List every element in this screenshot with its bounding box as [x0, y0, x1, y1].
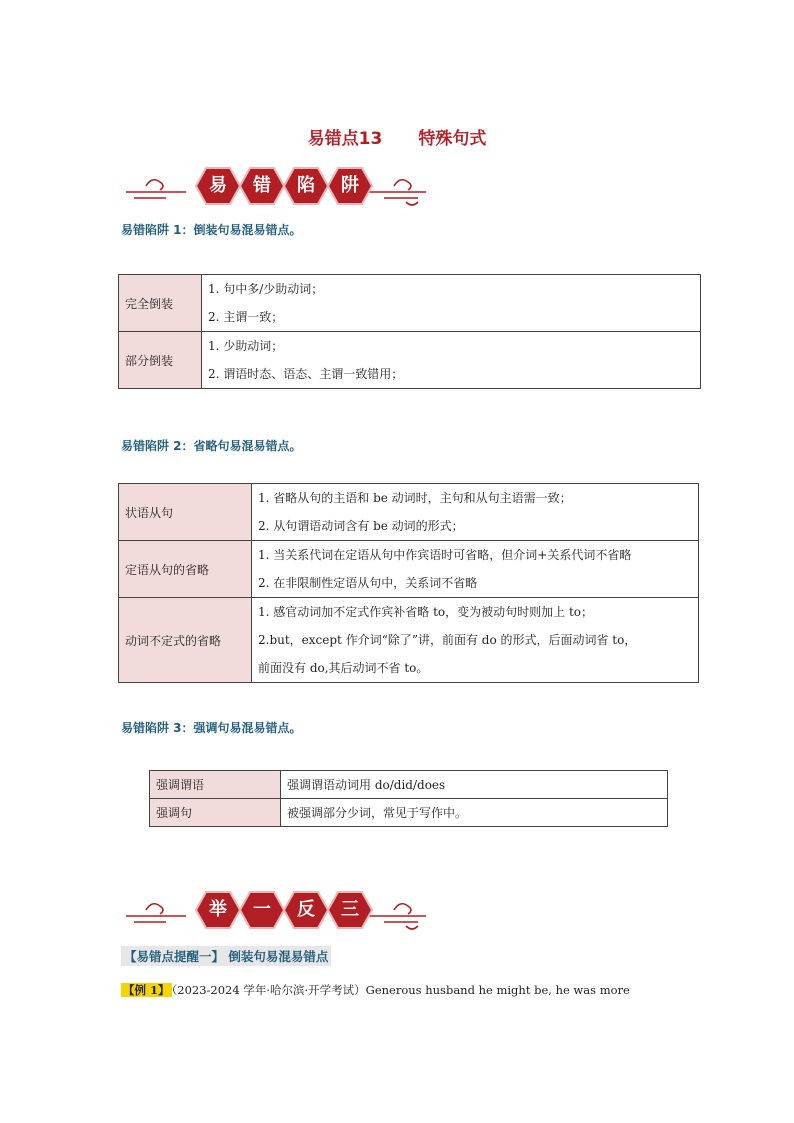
table-cell: 1. 省略从句的主语和 be 动词时，主句和从句主语需一致； 2. 从句谓语动词含有 be 动词的形式； [252, 484, 699, 541]
banner-char: 易 [209, 175, 227, 196]
table-cell: 被强调部分少词，常见于写作中。 [281, 799, 668, 827]
banner-char: 陷 [297, 175, 315, 196]
table-row [150, 771, 668, 799]
table-label: 部分倒装 [119, 332, 202, 389]
trap3-table [149, 770, 668, 827]
example-line [121, 982, 630, 998]
table-row [119, 598, 699, 683]
table-label: 完全倒装 [119, 275, 202, 332]
banner-char: 阱 [341, 175, 359, 196]
table-label: 强调谓语 [150, 771, 281, 799]
trap1-table [118, 274, 701, 389]
trap-banner [126, 162, 426, 210]
table-cell: 强调谓语动词用 do/did/does [281, 771, 668, 799]
table-cell: 1. 当关系代词在定语从句中作宾语时可省略，但介词+关系代词不省略 2. 在非限制性定语从句中，关系词不省略 [252, 541, 699, 598]
table-cell: 1. 少助动词； 2. 谓语时态、语态、主谓一致错用； [202, 332, 701, 389]
table-label: 动词不定式的省略 [119, 598, 252, 683]
example-tag: 【例 1】 [123, 983, 170, 997]
page-title: 易错点13 特殊句式 [307, 129, 487, 149]
banner-char: 错 [253, 175, 271, 196]
trap3-heading: 易错陷阱 3：强调句易混易错点。 [121, 721, 302, 735]
banner-char: 一 [253, 899, 271, 920]
table-cell: 1. 句中多/少助动词； 2. 主谓一致； [202, 275, 701, 332]
table-row [150, 799, 668, 827]
reminder-heading: 【易错点提醒一】 倒装句易混易错点 [121, 946, 331, 966]
table-label: 强调句 [150, 799, 281, 827]
table-label: 定语从句的省略 [119, 541, 252, 598]
trap2-table [118, 483, 699, 683]
table-cell: 1. 感官动词加不定式作宾补省略 to，变为被动句时则加上 to； 2.but，except 作介词“除了”讲，前面有 do 的形式，后面动词省 to， 前面没有 do,其后动词不省 to。 [252, 598, 699, 683]
example-text: （2023-2024 学年·哈尔滨·开学考试）Generous husband he might be, he was more [171, 983, 630, 997]
banner-char: 反 [297, 899, 315, 920]
table-row [119, 332, 701, 389]
table-label: 状语从句 [119, 484, 252, 541]
trap1-heading: 易错陷阱 1：倒装句易混易错点。 [121, 223, 302, 237]
banner-char: 举 [209, 899, 227, 920]
trap2-heading: 易错陷阱 2：省略句易混易错点。 [121, 439, 302, 453]
practice-banner [126, 886, 426, 934]
banner-char: 三 [341, 899, 359, 920]
table-row [119, 484, 699, 541]
table-row [119, 541, 699, 598]
table-row [119, 275, 701, 332]
